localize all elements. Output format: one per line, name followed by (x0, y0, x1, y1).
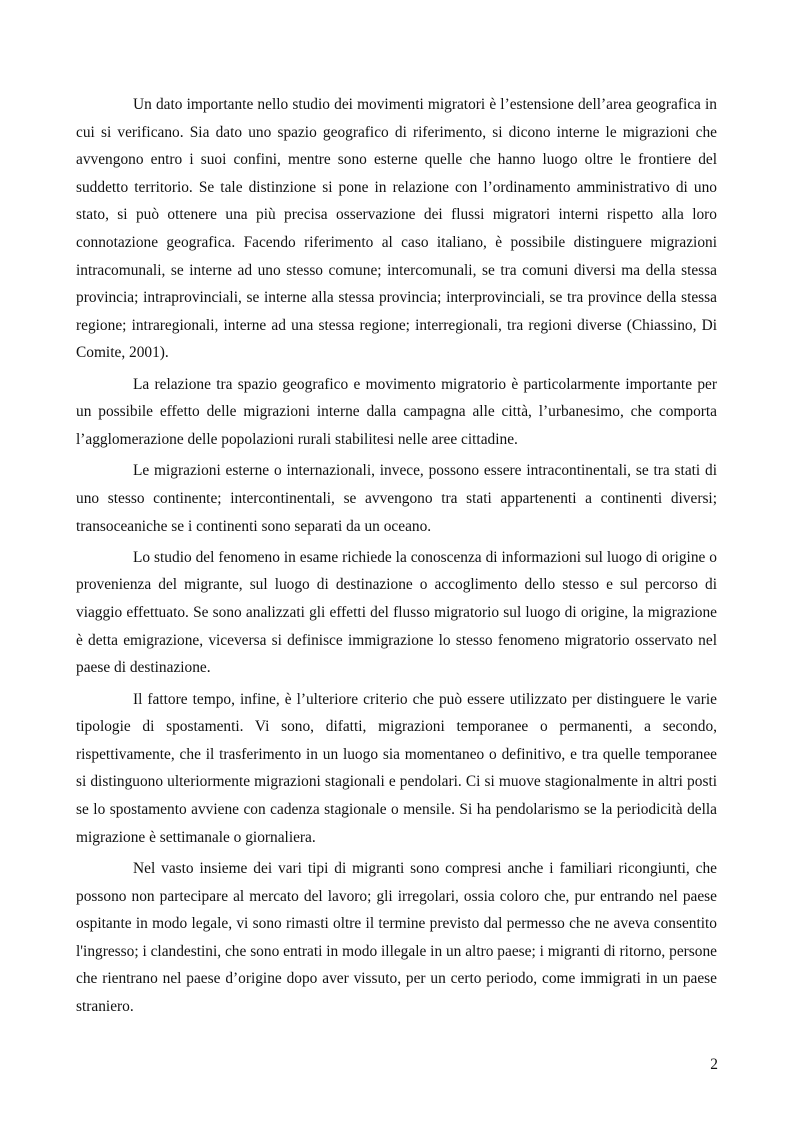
page-number: 2 (710, 1056, 718, 1073)
paragraph-fattore-tempo: Il fattore tempo, infine, è l’ulteriore criterio che può essere utilizzato per distinguere le varie tipologie di spostamenti. Vi sono, difatti, migrazioni temporanee o permanenti, a secondo, rispettivamente, che il trasferimento in un luogo sia momentaneo o definitivo, e tra quelle temporanee si distinguono ulteriormente migrazioni stagionali e pendolari. Ci si muove stagionalmente in altri posti se lo spostamento avviene con cadenza stagionale o mensile. Si ha pendolarismo se la periodicità della migrazione è settimanale o giornaliera. (76, 690, 717, 846)
paragraph-origine-destinazione: Lo studio del fenomeno in esame richiede la conoscenza di informazioni sul luogo di origine o provenienza del migrante, sul luogo di destinazione o accoglimento dello stesso e sul percorso di viaggio effettuato. Se sono analizzati gli effetti del flusso migratorio sul luogo di origine, la migrazione è detta emigrazione, viceversa si definisce immigrazione lo stesso fenomeno migratorio osservato nel paese di destinazione. (76, 548, 717, 677)
body-text (76, 91, 717, 1024)
paragraph-area-geografica: Un dato importante nello studio dei movimenti migratori è l’estensione dell’area geografica in cui si verificano. Sia dato uno spazio geografico di riferimento, si dicono interne le migrazioni che avvengono entro i suoi confini, mentre sono esterne quelle che hanno luogo oltre le frontiere del suddetto territorio. Se tale distinzione si pone in relazione con l’ordinamento amministrativo di uno stato, si può ottenere una più precisa osservazione dei flussi migratori interni rispetto alla loro connotazione geografica. Facendo riferimento al caso italiano, è possibile distinguere migrazioni intracomunali, se interne ad uno stesso comune; intercomunali, se tra comuni diversi ma della stessa provincia; intraprovinciali, se interne alla stessa provincia; interprovinciali, se tra province della stessa regione; intraregionali, interne ad una stessa regione; interregionali, tra regioni diverse (Chiassino, Di Comite, 2001). (76, 96, 717, 362)
paragraph-urbanesimo: La relazione tra spazio geografico e movimento migratorio è particolarmente importante per un possibile effetto delle migrazioni interne dalla campagna alle città, l’urbanesimo, che comporta l’agglomerazione delle popolazioni rurali stabilitesi nelle aree cittadine. (76, 375, 717, 448)
paragraph-migrazioni-esterne: Le migrazioni esterne o internazionali, invece, possono essere intracontinentali, se tra stati di uno stesso continente; intercontinentali, se avvengono tra stati appartenenti a continenti diversi; transoceaniche se i continenti sono separati da un oceano. (76, 462, 717, 535)
paragraph-tipi-migranti: Nel vasto insieme dei vari tipi di migranti sono compresi anche i familiari ricongiunti, che possono non partecipare al mercato del lavoro; gli irregolari, ossia coloro che, pur entrando nel paese ospitante in modo legale, vi sono rimasti oltre il termine previsto dal permesso che ne aveva consentito l'ingresso; i clandestini, che sono entrati in modo illegale in un altro paese; i migranti di ritorno, persone che rientrano nel paese d’origine dopo aver vissuto, per un certo periodo, come immigrati in un paese straniero. (76, 860, 717, 1015)
